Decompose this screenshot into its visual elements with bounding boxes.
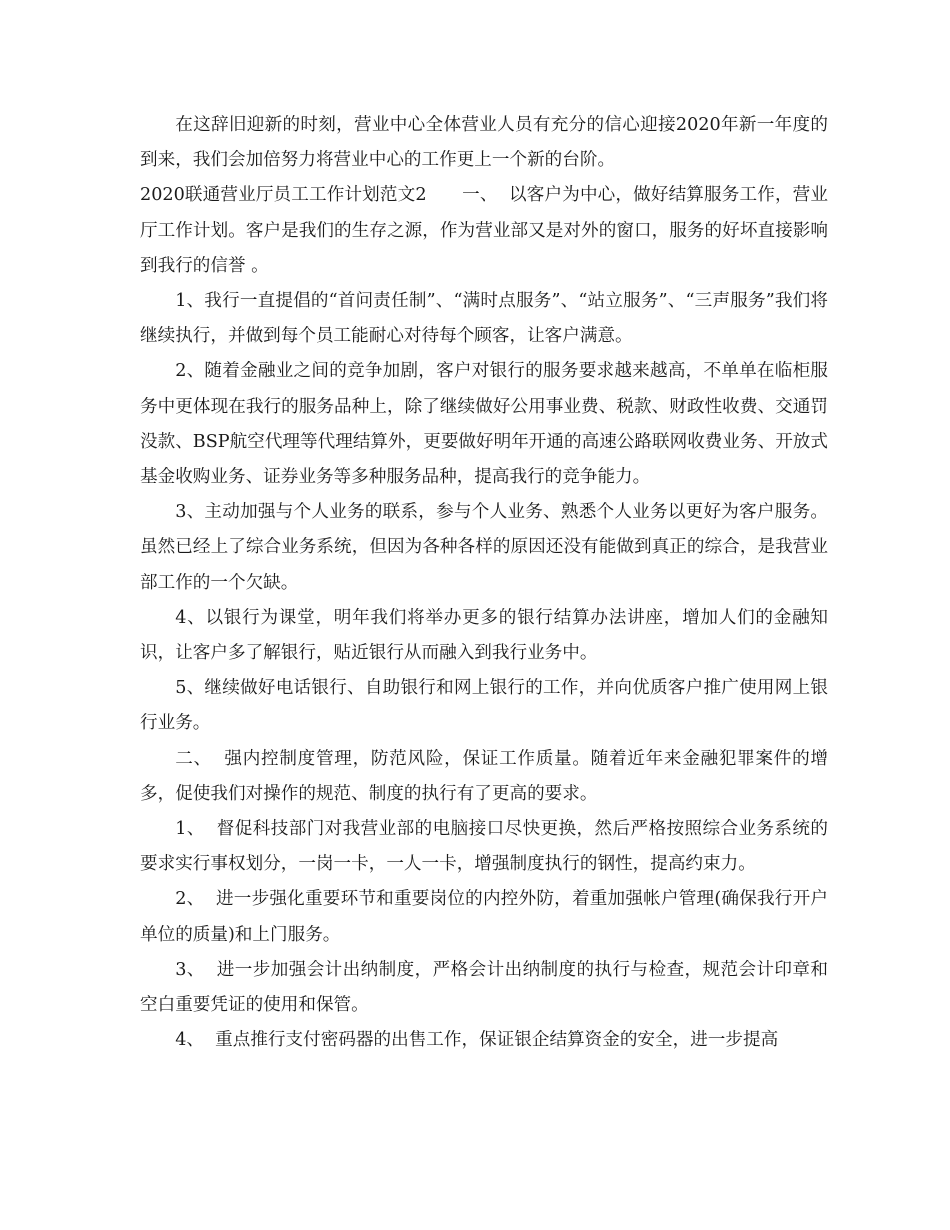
paragraph-intro: 在这辞旧迎新的时刻，营业中心全体营业人员有充分的信心迎接2020年新一年度的到来，我们会加倍努力将营业中心的工作更上一个新的台阶。 xyxy=(140,115,828,171)
paragraph-subitem-4: 4、 重点推行支付密码器的出售工作，保证银企结算资金的安全，进一步提高 xyxy=(175,1030,779,1051)
paragraph-subitem-2: 2、 进一步强化重要环节和重要岗位的内控外防，着重加强帐户管理(确保我行开户单位的质量)和上门服务。 xyxy=(140,889,828,945)
paragraph-item-5: 5、继续做好电话银行、自助银行和网上银行的工作，并向优质客户推广使用网上银行业务。 xyxy=(140,678,828,734)
paragraph-item-3: 3、主动加强与个人业务的联系，参与个人业务、熟悉个人业务以更好为客户服务。虽然已经上了综合业务系统，但因为各种各样的原因还没有能做到真正的综合，是我营业部工作的一个欠缺。 xyxy=(140,502,828,593)
paragraph-item-1: 1、我行一直提倡的“首问责任制”、“满时点服务”、“站立服务”、“三声服务”我们将继续执行，并做到每个员工能耐心对待每个顾客，让客户满意。 xyxy=(140,291,828,347)
document-page xyxy=(140,108,828,1058)
paragraph-subitem-3: 3、 进一步加强会计出纳制度，严格会计出纳制度的执行与检查，规范会计印章和空白重要凭证的使用和保管。 xyxy=(140,959,828,1016)
paragraph-item-4: 4、以银行为课堂，明年我们将举办更多的银行结算办法讲座，增加人们的金融知识，让客户多了解银行，贴近银行从而融入到我行业务中。 xyxy=(140,607,828,664)
paragraph-heading-2: 二、 强内控制度管理，防范风险，保证工作质量。随着近年来金融犯罪案件的增多，促使我们对操作的规范、制度的执行有了更高的要求。 xyxy=(140,748,828,804)
paragraph-item-2: 2、随着金融业之间的竞争加剧，客户对银行的服务要求越来越高，不单单在临柜服务中更体现在我行的服务品种上，除了继续做好公用事业费、税款、财政性收费、交通罚没款、BSP航空代理等代理结算外，更要做好明年开通的高速公路联网收费业务、开放式基金收购业务、证券业务等多种服务品种，提高我行的竞争能力。 xyxy=(140,361,828,488)
paragraph-subitem-1: 1、 督促科技部门对我营业部的电脑接口尽快更换，然后严格按照综合业务系统的要求实行事权划分，一岗一卡，一人一卡，增强制度执行的钢性，提高约束力。 xyxy=(140,819,828,875)
paragraph-heading-1: 2020联通营业厅员工工作计划范文2 一、 以客户为中心，做好结算服务工作，营业厅工作计划。客户是我们的生存之源，作为营业部又是对外的窗口，服务的好坏直接影响到我行的信誉 。 xyxy=(140,185,828,276)
